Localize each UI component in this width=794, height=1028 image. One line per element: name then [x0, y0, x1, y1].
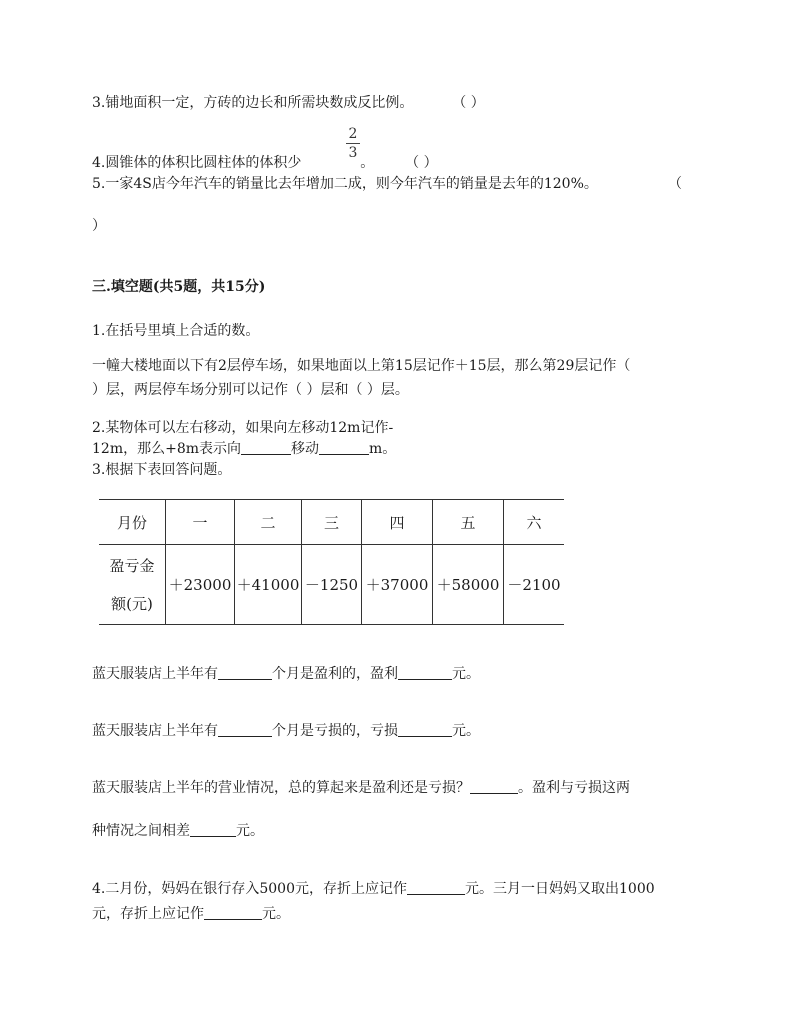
- fill-q3-a: [92, 665, 480, 683]
- answer-blank[interactable]: [190, 822, 236, 837]
- table-cell: ＋41000: [235, 545, 302, 625]
- table-header-cell: 月份: [99, 500, 166, 545]
- fill-q3-b-text3: 元。: [452, 723, 480, 739]
- fill-q3-title: 3.根据下表回答问题。: [92, 462, 232, 478]
- fill-q1-line2: ）层，两层停车场分别可以记作（ ）层和（ ）层。: [92, 382, 409, 398]
- fill-q3-b-text2: 个月是亏损的，亏损: [272, 723, 398, 739]
- answer-blank[interactable]: [241, 440, 291, 455]
- fraction-denominator: 3: [348, 145, 358, 161]
- fill-q3-c-text2: 。盈利与亏损这两: [518, 780, 630, 796]
- fill-q4-text4: 元。: [262, 906, 290, 922]
- table-header-cell: 三: [302, 500, 362, 545]
- answer-blank[interactable]: [470, 779, 518, 794]
- fill-q2-line1: 2.某物体可以左右移动，如果向左移动12m记作-: [92, 420, 394, 436]
- table-cell: －1250: [302, 545, 362, 625]
- row-label-line2: 额(元): [111, 594, 153, 613]
- table-header-cell: 四: [362, 500, 433, 545]
- profit-loss-table: [99, 499, 564, 625]
- table-header-row: [99, 500, 564, 545]
- fill-q2-line2: [92, 440, 396, 458]
- fill-q3-c-text1: 蓝天服装店上半年的营业情况，总的算起来是盈利还是亏损？: [92, 780, 470, 796]
- fill-q2-text-c: m。: [369, 441, 397, 457]
- answer-blank[interactable]: [398, 722, 452, 737]
- judge-q4-paren: （ ）: [405, 155, 438, 171]
- fill-q3-b: [92, 722, 480, 740]
- table-cell: ＋58000: [433, 545, 504, 625]
- fill-q4-text1: 4.二月份，妈妈在银行存入5000元，存折上应记作: [92, 881, 407, 897]
- answer-blank[interactable]: [398, 665, 452, 680]
- fill-q3-c: [92, 779, 630, 797]
- fill-q3-d: [92, 822, 264, 840]
- table-header-cell: 一: [166, 500, 235, 545]
- fill-q4-text2: 元。三月一日妈妈又取出1000: [465, 881, 655, 897]
- fill-q3-a-text1: 蓝天服装店上半年有: [92, 666, 218, 682]
- table-header-cell: 六: [504, 500, 565, 545]
- judge-q5: [92, 175, 598, 193]
- judge-q5-open: （: [668, 176, 682, 192]
- fill-q2-text-b: 移动: [291, 441, 320, 457]
- fill-q1-line1: 一幢大楼地面以下有2层停车场，如果地面以上第15层记作＋15层，那么第29层记作（: [92, 358, 631, 374]
- table-cell: ＋37000: [362, 545, 433, 625]
- fill-q4-line2: [92, 905, 290, 923]
- answer-blank[interactable]: [218, 722, 272, 737]
- table-row-label: [99, 545, 166, 625]
- fill-q4-line1: [92, 880, 655, 898]
- fill-q3-a-text2: 个月是盈利的，盈利: [272, 666, 398, 682]
- table-header-cell: 五: [433, 500, 504, 545]
- fraction-numerator: 2: [348, 126, 358, 142]
- fill-q3-c-text4: 元。: [236, 823, 264, 839]
- table-cell: －2100: [504, 545, 565, 625]
- section-title: 三.填空题(共5题，共15分): [92, 279, 266, 295]
- fill-q3-c-text3: 种情况之间相差: [92, 823, 190, 839]
- judge-q5-text: 5.一家4S店今年汽车的销量比去年增加二成，则今年汽车的销量是去年的120%。: [92, 176, 598, 192]
- judge-q3-paren: （ ）: [452, 95, 485, 111]
- fill-q3-b-text1: 蓝天服装店上半年有: [92, 723, 218, 739]
- answer-blank[interactable]: [319, 440, 369, 455]
- fill-q1-title: 1.在括号里填上合适的数。: [92, 323, 260, 339]
- table-row: [99, 545, 564, 625]
- judge-q4-end: 。: [360, 155, 375, 171]
- table-cell: ＋23000: [166, 545, 235, 625]
- answer-blank[interactable]: [407, 880, 465, 895]
- row-label-line1: 盈亏金: [109, 556, 155, 575]
- table-header-cell: 二: [235, 500, 302, 545]
- answer-blank[interactable]: [218, 665, 272, 680]
- judge-q4-text: 4.圆锥体的体积比圆柱体的体积少: [92, 155, 302, 171]
- fill-q4-text3: 元，存折上应记作: [92, 906, 204, 922]
- judge-q4: [92, 154, 438, 172]
- answer-blank[interactable]: [204, 905, 262, 920]
- fill-q2-text-a: 12m，那么+8m表示向: [92, 441, 242, 457]
- judge-q3-text: 3.铺地面积一定，方砖的边长和所需块数成反比例。: [92, 95, 414, 111]
- fill-q3-a-text3: 元。: [452, 666, 480, 682]
- judge-q5-close: ）: [92, 218, 106, 234]
- judge-q3: [92, 94, 485, 112]
